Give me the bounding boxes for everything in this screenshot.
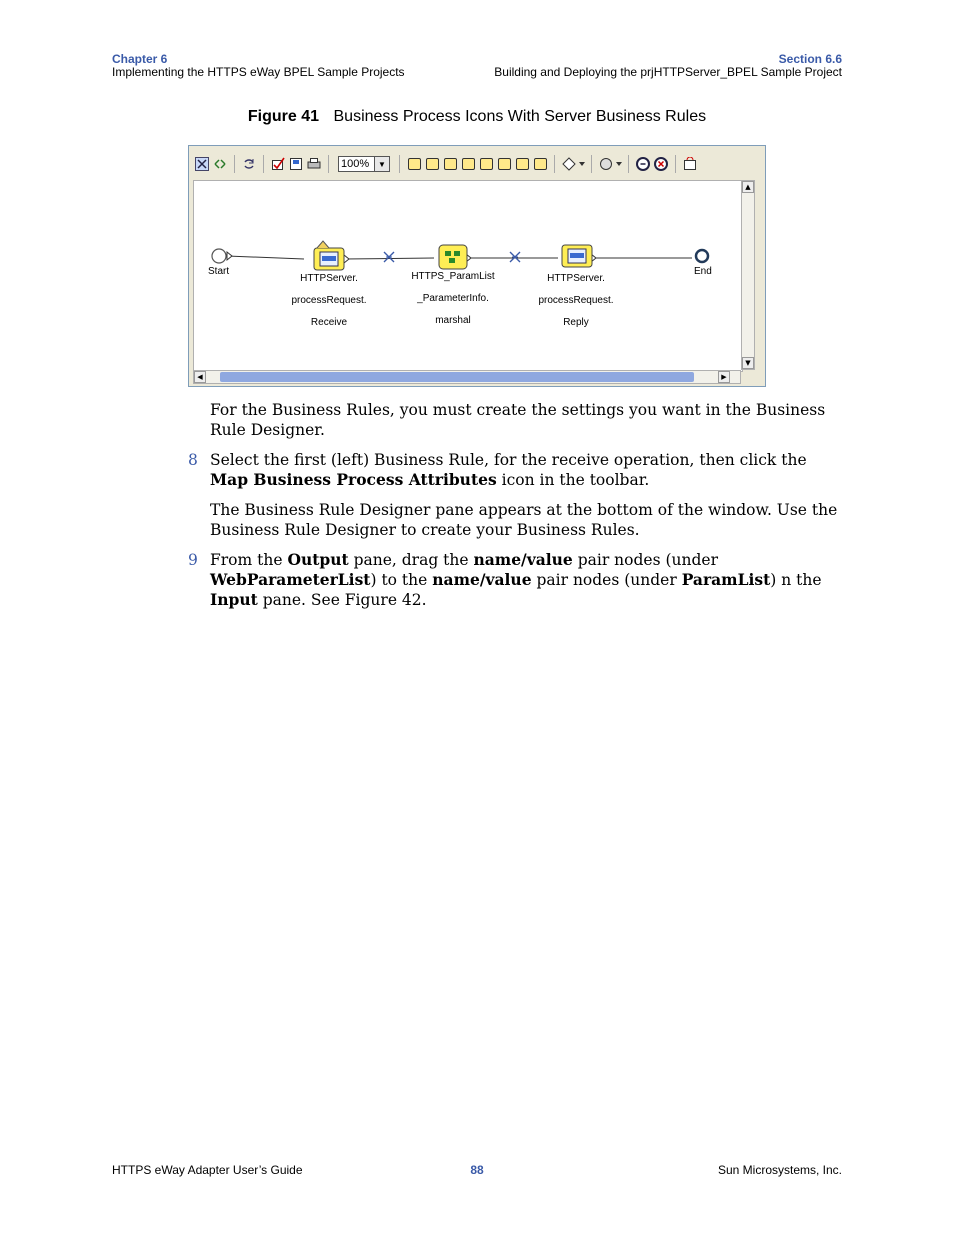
end-label: End bbox=[694, 266, 712, 277]
receive-activity-label[interactable]: HTTPServer. processRequest. Receive bbox=[291, 273, 367, 328]
paragraph-designer-pane: The Business Rule Designer pane appears at the bottom of the window. Use the Business Rule Designer to create your Business Rules. bbox=[210, 501, 838, 539]
save-icon[interactable] bbox=[288, 156, 304, 172]
section-title: Building and Deploying the prjHTTPServer_BPEL Sample Project bbox=[494, 65, 842, 79]
section-number: Section 6.6 bbox=[778, 52, 842, 66]
activity-icon[interactable] bbox=[496, 156, 512, 172]
designer-toolbar bbox=[193, 152, 759, 176]
scroll-down-icon[interactable]: ▼ bbox=[742, 357, 754, 369]
toolbar-separator bbox=[554, 155, 555, 173]
event-icon[interactable] bbox=[598, 156, 614, 172]
footer-company: Sun Microsystems, Inc. bbox=[717, 1163, 842, 1177]
end-event-icon bbox=[696, 250, 708, 262]
business-process-screenshot bbox=[188, 145, 766, 387]
toolbar-separator bbox=[628, 155, 629, 173]
step-number: 8 bbox=[188, 451, 198, 469]
marshal-activity-label[interactable]: HTTPS_ParamList _ParameterInfo. marshal bbox=[411, 271, 495, 326]
activity-icon[interactable] bbox=[424, 156, 440, 172]
activity-icon[interactable] bbox=[460, 156, 476, 172]
refresh-icon[interactable] bbox=[241, 156, 257, 172]
activity-icon[interactable] bbox=[406, 156, 422, 172]
chevron-down-icon[interactable]: ▼ bbox=[374, 157, 389, 171]
activity-icon[interactable] bbox=[532, 156, 548, 172]
scroll-right-icon[interactable]: ▶ bbox=[718, 371, 730, 383]
scroll-up-icon[interactable]: ▲ bbox=[742, 181, 754, 193]
decision-icon[interactable] bbox=[561, 156, 577, 172]
start-event-icon bbox=[212, 249, 226, 263]
connector-arrow bbox=[344, 255, 349, 263]
chapter-title: Implementing the HTTPS eWay BPEL Sample Projects bbox=[112, 65, 405, 79]
toolbar-separator bbox=[399, 155, 400, 173]
exit-icon[interactable] bbox=[653, 156, 669, 172]
paragraph-business-rules: For the Business Rules, you must create the settings you want in the Business Rule Designer. bbox=[210, 401, 826, 439]
receive-activity-icon bbox=[314, 241, 344, 270]
page-header-left bbox=[112, 53, 405, 79]
figure-label: Figure 41 bbox=[247, 108, 320, 125]
toolbar-separator bbox=[591, 155, 592, 173]
reply-activity-label[interactable]: HTTPServer. processRequest. Reply bbox=[538, 273, 614, 328]
chevron-down-icon[interactable] bbox=[579, 156, 585, 172]
step-number: 9 bbox=[188, 551, 198, 569]
page-number: 88 bbox=[470, 1163, 484, 1177]
print-icon[interactable] bbox=[306, 156, 322, 172]
reply-activity-icon bbox=[562, 245, 592, 267]
activity-icon bbox=[439, 245, 467, 269]
toolbar-separator bbox=[328, 155, 329, 173]
zoom-value: 100% bbox=[341, 158, 370, 170]
step-9-text: From the Output pane, drag the name/value pair nodes (under WebParameterList) to the name/value pair nodes (under ParamList) n the Input pane. See Figure 42. bbox=[210, 550, 822, 609]
horizontal-scrollbar[interactable] bbox=[193, 370, 741, 384]
select-icon[interactable] bbox=[194, 156, 210, 172]
figure-caption bbox=[0, 108, 954, 126]
horizontal-scroll-thumb[interactable] bbox=[220, 372, 694, 382]
validate-icon[interactable] bbox=[270, 156, 286, 172]
step-8-text: Select the first (left) Business Rule, for the receive operation, then click the Map Business Process Attributes icon in the toolbar. bbox=[210, 451, 807, 489]
scroll-left-icon[interactable]: ◀ bbox=[194, 371, 206, 383]
business-rule-icon bbox=[510, 252, 520, 262]
footer-guide-title: HTTPS eWay Adapter User’s Guide bbox=[112, 1163, 303, 1177]
activity-icon[interactable] bbox=[442, 156, 458, 172]
chevron-down-icon[interactable] bbox=[616, 156, 622, 172]
start-label: Start bbox=[208, 266, 230, 277]
business-rule-icon bbox=[384, 252, 394, 262]
activity-icon[interactable] bbox=[514, 156, 530, 172]
connector-arrow bbox=[227, 252, 232, 260]
toolbar-separator bbox=[675, 155, 676, 173]
connector-line bbox=[227, 256, 304, 259]
stop-icon[interactable] bbox=[635, 156, 651, 172]
page-header-right bbox=[494, 53, 842, 79]
activity-icon[interactable] bbox=[478, 156, 494, 172]
vertical-scrollbar[interactable] bbox=[741, 180, 755, 370]
chapter-number: Chapter 6 bbox=[112, 52, 168, 66]
connector-line bbox=[344, 258, 434, 259]
zoom-select[interactable] bbox=[338, 156, 390, 172]
toolbar-separator bbox=[234, 155, 235, 173]
process-canvas[interactable] bbox=[193, 180, 743, 372]
figure-caption-text: Business Process Icons With Server Business Rules bbox=[333, 108, 707, 125]
toolbar-separator bbox=[263, 155, 264, 173]
link-icon[interactable] bbox=[212, 156, 228, 172]
loop-icon[interactable] bbox=[682, 156, 698, 172]
